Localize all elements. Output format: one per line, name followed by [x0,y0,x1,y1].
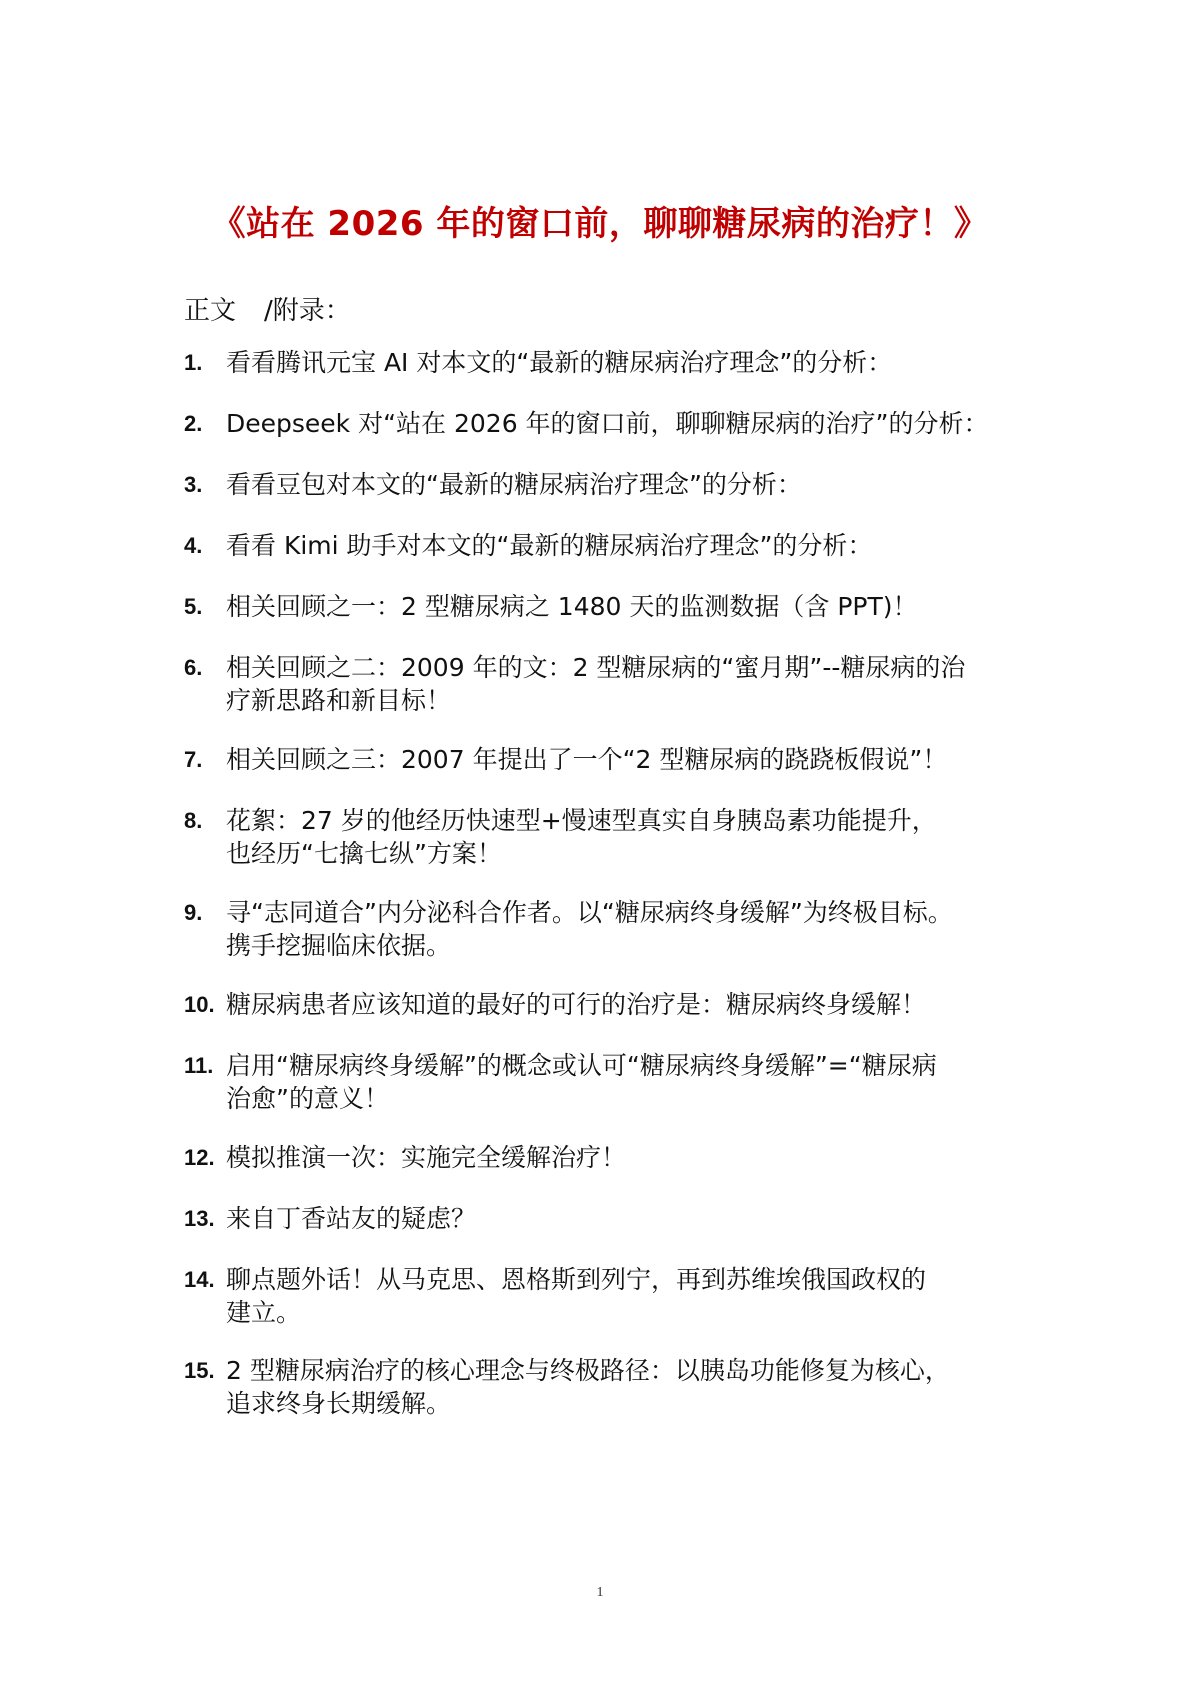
list-item-text [226,1202,1044,1235]
list-item-text [226,1141,1044,1174]
list-item-line: 疗新思路和新目标！ [226,686,452,715]
list-item-text [226,590,1044,623]
list-item-line: 也经历“七擒七纵”方案！ [226,839,502,868]
toc-subheading [184,290,351,327]
list-item-line: 寻“志同道合”内分泌科合作者。以“糖尿病终身缓解”为终极目标。 [226,898,953,927]
list-item [184,529,1044,562]
list-item-number: 8. [184,808,203,833]
list-item-number: 10. [184,992,215,1017]
list-item-number: 9. [184,900,203,925]
list-item-line: 糖尿病患者应该知道的最好的可行的治疗是：糖尿病终身缓解！ [226,990,927,1019]
list-item-line: 治愈”的意义！ [226,1084,389,1113]
list-item [184,988,1044,1021]
list-item [184,590,1044,623]
subheading-appendix: /附录： [264,296,351,326]
list-item [184,1263,1044,1329]
list-item [184,1354,1044,1420]
list-item-text [226,468,1044,501]
list-item-text [226,896,1044,962]
list-item-line: 花絮：27 岁的他经历快速型+慢速型真实自身胰岛素功能提升， [226,806,937,835]
list-item [184,651,1044,717]
list-item-line: 模拟推演一次：实施完全缓解治疗！ [226,1143,627,1172]
list-item-text [226,1263,1044,1329]
list-item-text [226,346,1044,379]
page-number: 1 [596,1585,604,1600]
list-item [184,1202,1044,1235]
list-item [184,407,1044,440]
list-item-line: 相关回顾之三：2007 年提出了一个“2 型糖尿病的跷跷板假说”！ [226,745,948,774]
list-item-line: 来自丁香站友的疑虑？ [226,1204,477,1233]
list-item-text [226,529,1044,562]
list-item [184,743,1044,776]
list-item-number: 7. [184,747,203,772]
list-item-text [226,1354,1044,1420]
list-item-line: 看看腾讯元宝 AI 对本文的“最新的糖尿病治疗理念”的分析： [226,348,893,377]
list-item-text [226,988,1044,1021]
list-item-line: 建立。 [226,1298,302,1327]
list-item [184,804,1044,870]
list-item-line: 追求终身长期缓解。 [226,1389,452,1418]
subheading-main: 正文 [184,296,237,326]
list-item-number: 4. [184,533,203,558]
list-item-line: 看看豆包对本文的“最新的糖尿病治疗理念”的分析： [226,470,802,499]
list-item-number: 12. [184,1145,215,1170]
list-item-number: 2. [184,411,203,436]
list-item-line: 2 型糖尿病治疗的核心理念与终极路径：以胰岛功能修复为核心， [226,1356,950,1385]
list-item [184,346,1044,379]
list-item-number: 11. [184,1053,214,1078]
list-item-number: 15. [184,1358,215,1383]
list-item-number: 6. [184,655,203,680]
list-item-line: 聊点题外话！从马克思、恩格斯到列宁，再到苏维埃俄国政权的 [226,1265,927,1294]
list-item-line: 相关回顾之一：2 型糖尿病之 1480 天的监测数据（含 PPT)！ [226,592,918,621]
list-item [184,1141,1044,1174]
list-item-line: Deepseek 对“站在 2026 年的窗口前，聊聊糖尿病的治疗”的分析： [226,409,989,438]
list-item-number: 1. [184,350,203,375]
list-item-text [226,743,1044,776]
list-item-line: 相关回顾之二：2009 年的文：2 型糖尿病的“蜜月期”--糖尿病的治 [226,653,966,682]
list-item-number: 5. [184,594,203,619]
list-item-text [226,407,1044,440]
list-item-text [226,804,1044,870]
list-item [184,896,1044,962]
list-item-line: 看看 Kimi 助手对本文的“最新的糖尿病治疗理念”的分析： [226,531,873,560]
list-item-number: 13. [184,1206,215,1231]
list-item [184,468,1044,501]
page-title: 《站在 2026 年的窗口前，聊聊糖尿病的治疗！》 [211,204,989,244]
list-item-text [226,651,1044,717]
list-item-number: 14. [184,1267,215,1292]
list-item-number: 3. [184,472,203,497]
list-item [184,1049,1044,1115]
list-item-line: 携手挖掘临床依据。 [226,931,452,960]
list-item-line: 启用“糖尿病终身缓解”的概念或认可“糖尿病终身缓解”=“糖尿病 [226,1051,937,1080]
list-item-text [226,1049,1044,1115]
